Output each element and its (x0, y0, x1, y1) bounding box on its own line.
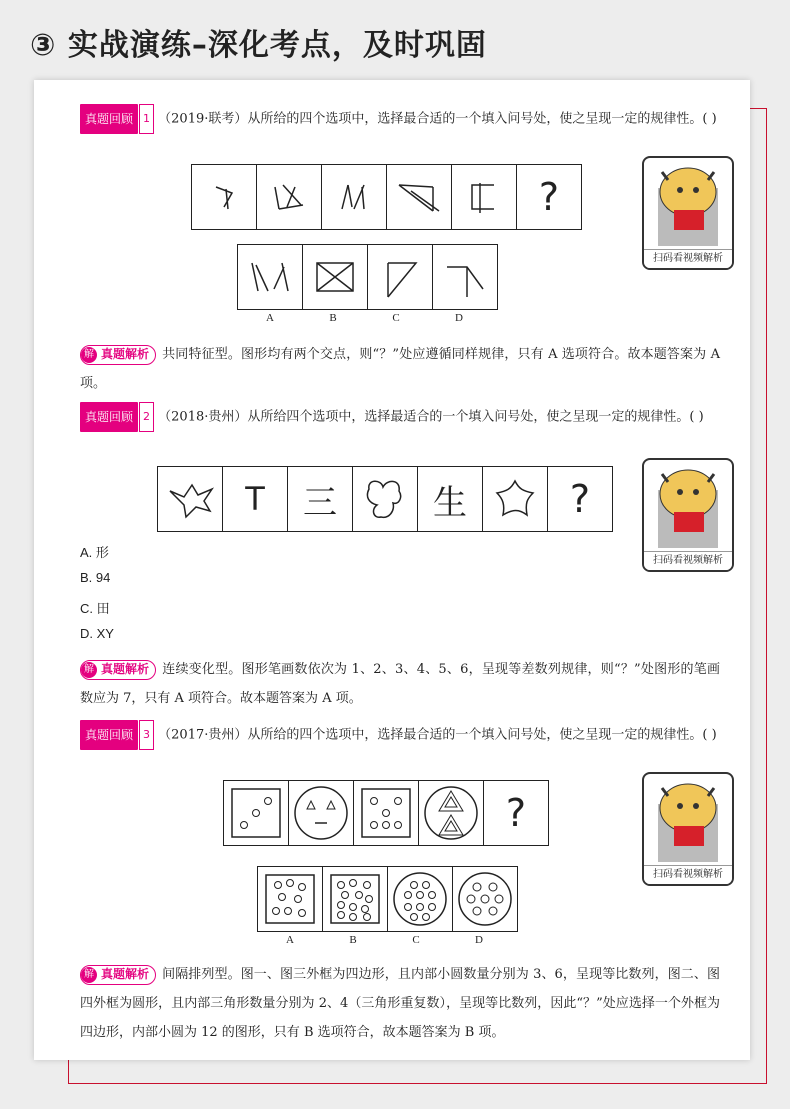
figure-cell: T (222, 466, 288, 532)
question-number: 2 (139, 402, 154, 432)
section-header: ③ 实战演练–深化考点，及时巩固 (30, 28, 487, 63)
figure-cell (256, 164, 322, 230)
options-figure-row (238, 244, 498, 310)
option-b: B. 94 (80, 570, 111, 585)
analysis-badge: 解 真题解析 (80, 965, 156, 985)
option-a: A. 形 (80, 545, 109, 560)
figure-cell: 生 (417, 466, 483, 532)
analysis-icon: 解 (81, 662, 97, 678)
option-c-figure (387, 866, 453, 932)
qr-caption: 扫码看视频解析 (644, 249, 732, 268)
question-1 (80, 104, 720, 134)
analysis-2: 解 真题解析 连续变化型。图形笔画数依次为 1、2、3、4、5、6，呈现等差数列规律，则“？”处图形的笔画数应为 7，只有 A 项符合。故本题答案为 A 项。 (80, 655, 720, 713)
question-mark-cell: ? (483, 780, 549, 846)
option-label: D (455, 312, 463, 324)
option-label: B (329, 312, 337, 324)
figure-cell (451, 164, 517, 230)
option-a-figure (237, 244, 303, 310)
analysis-badge: 解 真题解析 (80, 660, 156, 680)
figure-cell (157, 466, 223, 532)
option-label: D (475, 934, 483, 946)
option-label: C (392, 312, 400, 324)
figure-cell (288, 780, 354, 846)
analysis-3: 解 真题解析 间隔排列型。图一、图三外框为四边形，且内部小圆数量分别为 3、6，呈现等比数列，图二、图四外框为圆形，且内部三角形数量分别为 2、4（三角形重复数），呈现等比数列，因此“？”处应选择一个外框为四边形，内部小圆为 12 的图形，只有 B 选项符合，故本题答案为 B 项。 (80, 960, 720, 1047)
option-label: A (266, 312, 274, 324)
question-text: （2017·贵州）从所给的四个选项中，选择最合适的一个填入问号处，使之呈现一定的规律性。( ) (158, 727, 717, 743)
option-b-figure (302, 244, 368, 310)
option-d-figure (452, 866, 518, 932)
question-text: （2018·贵州）从所给四个选项中，选择最适合的一个填入问号处，使之呈现一定的规律性。( ) (158, 409, 704, 425)
question-tag: 真题回顾 (80, 402, 138, 432)
option-a-figure (257, 866, 323, 932)
qr-code-card[interactable] (642, 458, 734, 572)
question-text: （2019·联考）从所给的四个选项中，选择最合适的一个填入问号处，使之呈现一定的规律性。( ) (158, 111, 717, 127)
option-c-figure (367, 244, 433, 310)
figure-cell (418, 780, 484, 846)
question-number: 3 (139, 720, 154, 750)
content-page (34, 80, 750, 1060)
qr-caption: 扫码看视频解析 (644, 551, 732, 570)
analysis-icon: 解 (81, 967, 97, 983)
question-figure-row (158, 466, 613, 532)
option-label: B (349, 934, 357, 946)
figure-cell (386, 164, 452, 230)
figure-cell: 三 (287, 466, 353, 532)
analysis-badge: 解 真题解析 (80, 345, 156, 365)
qr-caption: 扫码看视频解析 (644, 865, 732, 884)
question-figure-row (224, 780, 549, 846)
question-tag: 真题回顾 (80, 720, 138, 750)
question-tag: 真题回顾 (80, 104, 138, 134)
option-label: A (286, 934, 294, 946)
mascot-qr-icon (644, 158, 732, 250)
figure-cell (482, 466, 548, 532)
analysis-1: 解 真题解析 共同特征型。图形均有两个交点，则“？”处应遵循同样规律，只有 A 选项符合。故本题答案为 A 项。 (80, 340, 720, 398)
question-mark: ? (538, 175, 560, 219)
question-figure-row (192, 164, 582, 230)
figure-cell (321, 164, 387, 230)
option-c: C. 田 (80, 601, 110, 616)
qr-code-card[interactable] (642, 772, 734, 886)
question-number: 1 (139, 104, 154, 134)
question-3 (80, 720, 720, 750)
figure-cell (352, 466, 418, 532)
question-mark-cell: ? (547, 466, 613, 532)
qr-code-card[interactable] (642, 156, 734, 270)
question-mark-cell (516, 164, 582, 230)
figure-cell (353, 780, 419, 846)
option-d-figure (432, 244, 498, 310)
figure-cell (191, 164, 257, 230)
option-label: C (412, 934, 420, 946)
figure-cell (223, 780, 289, 846)
mascot-qr-icon (644, 774, 732, 866)
option-d: D. XY (80, 626, 114, 641)
analysis-icon: 解 (81, 347, 97, 363)
options-figure-row (258, 866, 518, 932)
question-2 (80, 402, 720, 432)
option-b-figure (322, 866, 388, 932)
mascot-qr-icon (644, 460, 732, 552)
